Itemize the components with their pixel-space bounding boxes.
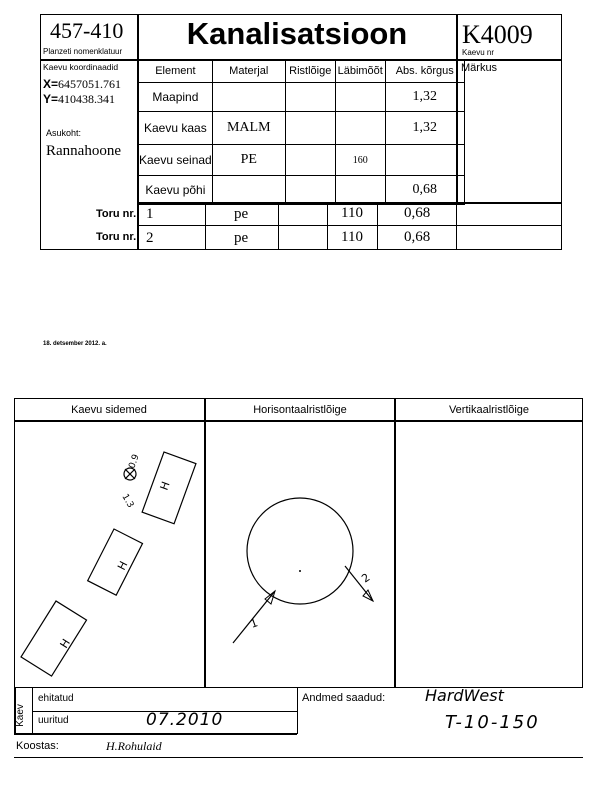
connections-sketch (14, 421, 204, 688)
pipe-no: 2 (146, 230, 154, 246)
pipe-material: pe (234, 206, 249, 222)
pipe-height: 0,68 (404, 205, 431, 221)
surveyed-value: 07.2010 (146, 710, 224, 730)
cell-height (385, 145, 464, 176)
side-label: Kaev (14, 704, 26, 727)
divider (278, 202, 279, 250)
location-label: Asukoht: (46, 128, 82, 138)
cell-diameter (335, 112, 385, 145)
house-label: H (115, 559, 131, 573)
coord-y (43, 92, 115, 107)
cell-cross (285, 176, 335, 205)
surveyed-label: uuritud (38, 715, 69, 726)
coord-y-label: Y= (43, 92, 59, 106)
center-dot (299, 570, 301, 572)
cell-diameter (335, 176, 385, 205)
table-row (139, 112, 465, 145)
coord-x (43, 77, 121, 92)
cell-element: Maapind (139, 83, 213, 112)
divider (377, 202, 378, 250)
date-text: 18. detsember 2012. a. (43, 341, 107, 347)
composed-label: Koostas: (16, 740, 59, 752)
table-row (139, 145, 465, 176)
house-label: H (57, 636, 73, 651)
pipe-material: pe (234, 230, 249, 246)
divider (14, 733, 297, 735)
divider (456, 202, 457, 250)
cell-diameter (335, 83, 385, 112)
data-from-label: Andmed saadud: (302, 692, 386, 704)
cell-material: PE (212, 145, 285, 176)
cell-cross (285, 145, 335, 176)
cell-height: 1,32 (385, 112, 464, 145)
col-header: Läbimõõt (335, 60, 385, 83)
pipe-diameter: 110 (341, 205, 363, 221)
col-header: Element (139, 60, 213, 83)
col-header: Ristlõige (285, 60, 335, 83)
coord-x-label: X= (43, 77, 59, 91)
cell-element: Kaevu põhi (139, 176, 213, 205)
col-header: Abs. kõrgus (385, 60, 464, 83)
house-label: H (157, 479, 173, 493)
coords-label: Kaevu koordinaadid (43, 62, 119, 72)
cell-cross (285, 83, 335, 112)
composed-value: H.Rohulaid (106, 739, 162, 753)
panel-title: Horisontaalristlõige (253, 404, 347, 416)
table-row (139, 176, 465, 205)
house-outline (88, 529, 143, 595)
cell-material: MALM (212, 112, 285, 145)
divider (394, 398, 396, 688)
divider (137, 202, 562, 204)
measure-label: 1.3 (119, 492, 136, 510)
divider (297, 688, 298, 734)
plan-label: Planzeti nomenklatuur (43, 47, 123, 56)
panel-title: Vertikaalristlõige (448, 404, 530, 416)
table-row (139, 83, 465, 112)
cell-element: Kaevu seinad (139, 145, 213, 176)
pipe-label: Toru nr. (96, 208, 137, 220)
pipe-number: 1 (248, 616, 260, 631)
cell-diameter: 160 (335, 145, 385, 176)
data-from-value: HardWest (425, 686, 504, 705)
horizontal-section (205, 421, 394, 688)
pipe-diameter: 110 (341, 229, 363, 245)
location-value: Rannahoone (46, 143, 121, 159)
element-table (138, 59, 465, 205)
coord-y-value: 410438.341 (58, 92, 116, 106)
well-label: Kaevu nr (462, 48, 495, 57)
pipe-number: 2 (359, 570, 373, 586)
pipe-no: 1 (146, 206, 154, 222)
divider (137, 225, 562, 226)
pipe-height: 0,68 (404, 229, 431, 245)
page-title: Kanalisatsioon (186, 16, 408, 51)
cell-element: Kaevu kaas (139, 112, 213, 145)
built-label: ehitatud (38, 693, 74, 704)
cell-material (212, 83, 285, 112)
cell-height: 1,32 (385, 83, 464, 112)
well-id: K4009 (462, 20, 533, 49)
panel-title: Kaevu sidemed (71, 404, 147, 416)
house-outline (21, 601, 87, 676)
pipe-label: Toru nr. (96, 231, 137, 243)
divider (327, 202, 328, 250)
measure-label: 0.9 (127, 453, 142, 471)
data-from-code: T-10-150 (445, 712, 540, 733)
divider (205, 202, 206, 250)
coord-x-value: 6457051.761 (58, 77, 122, 91)
remarks-label: Märkus (461, 62, 498, 74)
plan-number: 457-410 (50, 18, 124, 43)
col-header: Materjal (212, 60, 285, 83)
well-circle (247, 498, 353, 604)
cell-cross (285, 112, 335, 145)
divider (14, 757, 583, 758)
cell-material (212, 176, 285, 205)
cell-height: 0,68 (385, 176, 464, 205)
